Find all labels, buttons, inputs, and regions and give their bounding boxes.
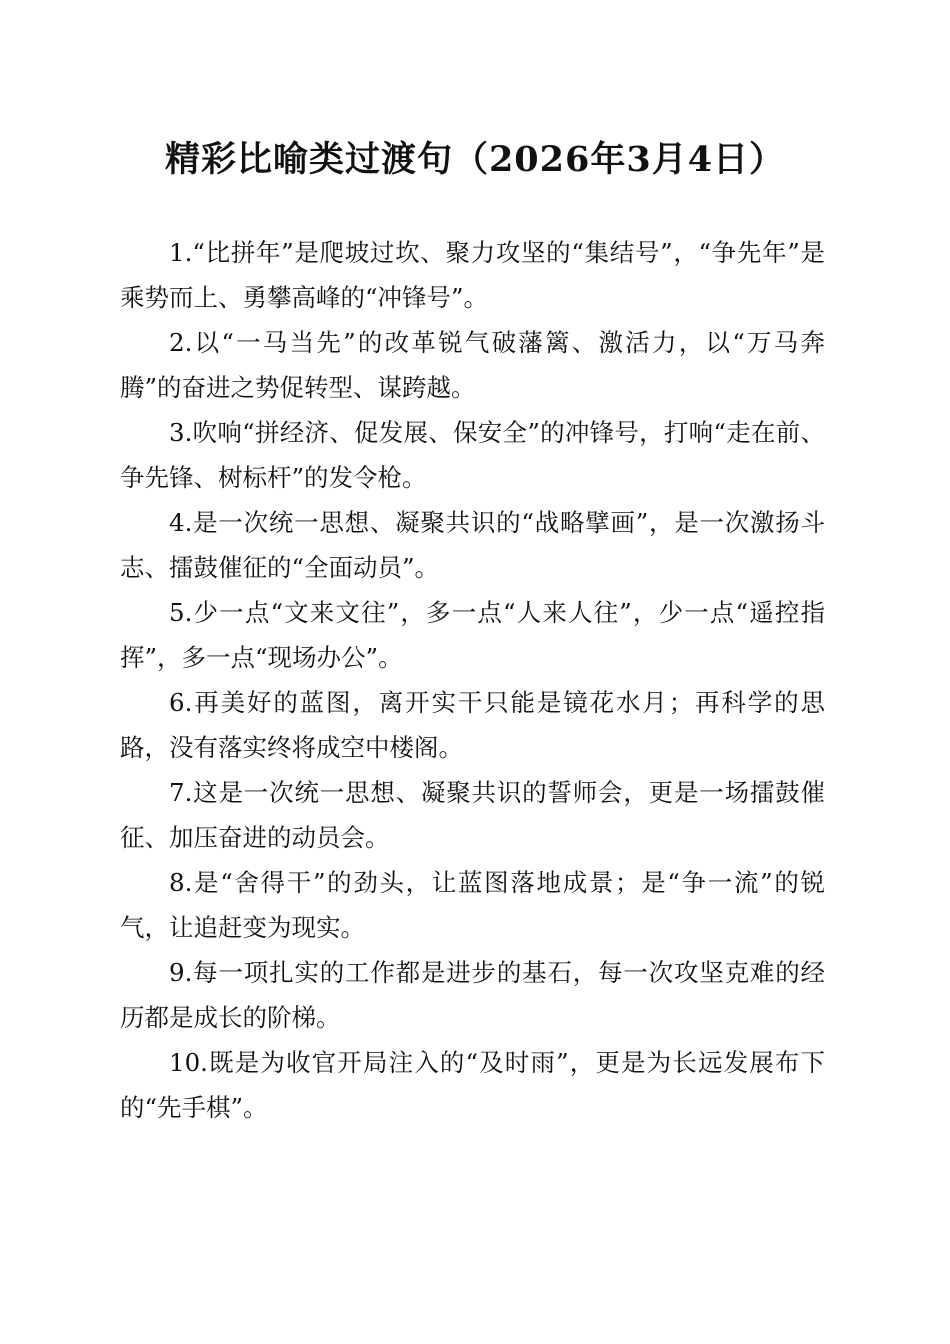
paragraph-7: 7.这是一次统一思想、凝聚共识的誓师会，更是一场擂鼓催征、加压奋进的动员会。 <box>120 778 825 852</box>
document-title: 精彩比喻类过渡句（2026年3月4日） <box>164 139 786 180</box>
document-body <box>120 230 825 1130</box>
paragraph-8: 8.是“舍得干”的劲头，让蓝图落地成景；是“争一流”的锐气，让追赶变为现实。 <box>120 868 825 942</box>
paragraph-3: 3.吹响“拼经济、促发展、保安全”的冲锋号，打响“走在前、争先锋、树标杆”的发令枪。 <box>120 418 825 492</box>
paragraph-5: 5.少一点“文来文往”，多一点“人来人往”，少一点“遥控指挥”，多一点“现场办公”。 <box>120 598 825 672</box>
paragraph-1: 1.“比拼年”是爬坡过坎、聚力攻坚的“集结号”，“争先年”是乘势而上、勇攀高峰的“冲锋号”。 <box>120 238 825 312</box>
paragraph-10: 10.既是为收官开局注入的“及时雨”，更是为长远发展布下的“先手棋”。 <box>120 1048 825 1122</box>
paragraph-9: 9.每一项扎实的工作都是进步的基石，每一次攻坚克难的经历都是成长的阶梯。 <box>120 958 825 1032</box>
paragraph-6: 6.再美好的蓝图，离开实干只能是镜花水月；再科学的思路，没有落实终将成空中楼阁。 <box>120 688 825 762</box>
paragraph-4: 4.是一次统一思想、凝聚共识的“战略擘画”，是一次激扬斗志、擂鼓催征的“全面动员”。 <box>120 508 825 582</box>
paragraph-2: 2.以“一马当先”的改革锐气破藩篱、激活力，以“万马奔腾”的奋进之势促转型、谋跨越。 <box>120 328 825 402</box>
